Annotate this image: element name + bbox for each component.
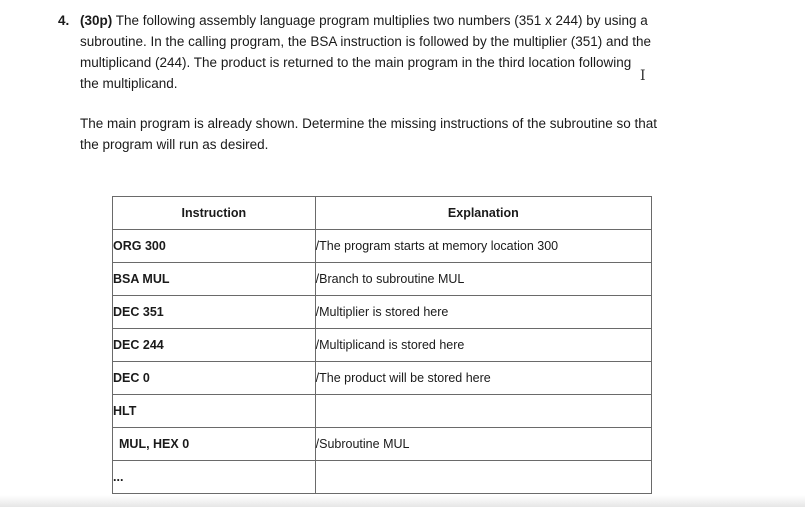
paragraph-line-2: the program will run as desired.: [80, 137, 269, 152]
instruction-cell: DEC 0: [113, 362, 316, 395]
question-line-1: [58, 10, 738, 31]
header-explanation: Explanation: [315, 197, 651, 230]
paragraph-line-1: The main program is already shown. Determine the missing instructions of the subroutine so that: [80, 116, 658, 131]
question-text-line-3: multiplicand (244). The product is returned to the main program in the third location following: [80, 55, 632, 70]
header-instruction: Instruction: [113, 197, 316, 230]
table-header-row: [113, 197, 652, 230]
question-line-2: [58, 31, 738, 52]
bottom-edge-shadow: [0, 495, 805, 507]
explanation-cell: /The product will be stored here: [315, 362, 651, 395]
question-text-line-4: the multiplicand.: [80, 76, 178, 91]
instruction-cell-ellipsis: ...: [113, 461, 316, 494]
explanation-cell: /Multiplier is stored here: [315, 296, 651, 329]
question-text-line-2: subroutine. In the calling program, the BSA instruction is followed by the multiplier (351) and the: [80, 34, 652, 49]
instruction-cell: BSA MUL: [113, 263, 316, 296]
instruction-paragraph: [80, 113, 740, 155]
table-row: [113, 428, 652, 461]
question-line-4: [58, 73, 738, 94]
question-number: 4.: [58, 13, 70, 28]
explanation-cell: /Branch to subroutine MUL: [315, 263, 651, 296]
explanation-cell: /Multiplicand is stored here: [315, 329, 651, 362]
question-line-3: [58, 52, 738, 73]
instruction-cell: DEC 244: [113, 329, 316, 362]
text-cursor-icon: I: [640, 68, 646, 84]
table-row: [113, 263, 652, 296]
explanation-cell: /The program starts at memory location 300: [315, 230, 651, 263]
question-text-line-1: The following assembly language program multiplies two numbers (351 x 244) by using a: [115, 13, 648, 28]
explanation-cell: [315, 461, 651, 494]
instruction-cell: DEC 351: [113, 296, 316, 329]
table-row: [113, 395, 652, 428]
table-row: [113, 329, 652, 362]
question-block: [58, 10, 738, 94]
table-row: [113, 230, 652, 263]
table-row: [113, 296, 652, 329]
instruction-cell: ORG 300: [113, 230, 316, 263]
question-points: (30p): [80, 13, 113, 28]
explanation-cell: /Subroutine MUL: [315, 428, 651, 461]
instruction-cell: HLT: [113, 395, 316, 428]
explanation-cell: [315, 395, 651, 428]
program-table: [112, 196, 652, 494]
instruction-cell: MUL, HEX 0: [113, 428, 316, 461]
table-row: [113, 362, 652, 395]
table-row: [113, 461, 652, 494]
